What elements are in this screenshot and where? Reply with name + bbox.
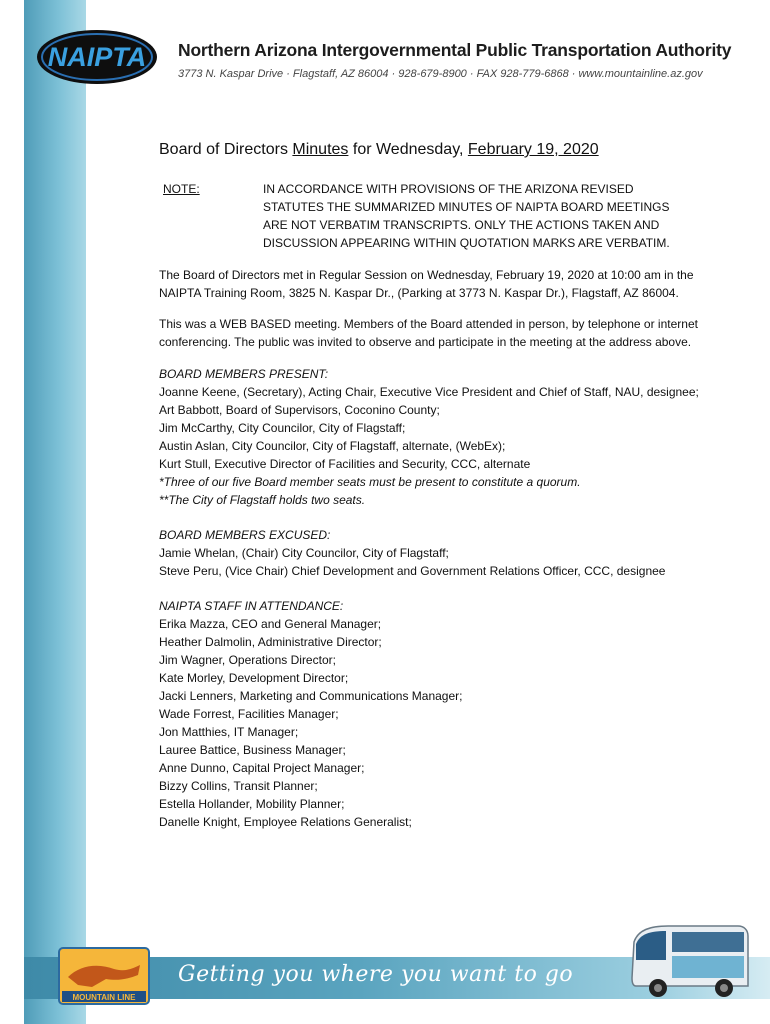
title-middle: for Wednesday, — [348, 141, 468, 158]
left-decorative-band — [24, 0, 86, 1024]
present-member: Jim McCarthy, City Councilor, City of Flagstaff; — [159, 421, 406, 435]
staff-member: Anne Dunno, Capital Project Manager; — [159, 761, 365, 775]
present-member: Kurt Stull, Executive Director of Facilities and Security, CCC, alternate — [159, 457, 531, 471]
web-paragraph: This was a WEB BASED meeting. Members of the Board attended in person, by telephone or internet conferencing. The public was invited to observe and participate in the meeting at the address above. — [159, 317, 698, 349]
quorum-footnote: *Three of our five Board member seats must be present to constitute a quorum. — [159, 475, 581, 489]
staff-member: Lauree Battice, Business Manager; — [159, 743, 346, 757]
staff-member: Wade Forrest, Facilities Manager; — [159, 707, 339, 721]
org-address: 3773 N. Kaspar Drive · Flagstaff, AZ 86004 · 928-679-8900 · FAX 928-779-6868 · www.mountainline.az.gov — [178, 68, 703, 80]
staff-member: Jon Matthies, IT Manager; — [159, 725, 299, 739]
excused-member: Jamie Whelan, (Chair) City Councilor, City of Flagstaff; — [159, 546, 449, 560]
naipta-logo — [36, 28, 158, 86]
staff-member: Jacki Lenners, Marketing and Communications Manager; — [159, 689, 463, 703]
staff-member: Kate Morley, Development Director; — [159, 671, 349, 685]
present-heading: BOARD MEMBERS PRESENT: — [159, 367, 329, 381]
present-member: Joanne Keene, (Secretary), Acting Chair, Executive Vice President and Chief of Staff, NAU, designee; — [159, 385, 699, 399]
seats-footnote: **The City of Flagstaff holds two seats. — [159, 493, 366, 507]
staff-section — [159, 597, 699, 831]
footer-logo-text: MOUNTAIN LINE — [72, 993, 136, 1002]
staff-member: Erika Mazza, CEO and General Manager; — [159, 617, 382, 631]
title-minutes: Minutes — [292, 141, 349, 158]
present-member: Art Babbott, Board of Supervisors, Coconino County; — [159, 403, 440, 417]
title-prefix: Board of Directors — [159, 141, 293, 158]
present-member: Austin Aslan, City Councilor, City of Flagstaff, alternate, (WebEx); — [159, 439, 506, 453]
staff-member: Bizzy Collins, Transit Planner; — [159, 779, 318, 793]
mountain-line-logo — [58, 947, 150, 1005]
staff-member: Danelle Knight, Employee Relations Generalist; — [159, 815, 412, 829]
note-text: IN ACCORDANCE WITH PROVISIONS OF THE ARIZONA REVISED STATUTES THE SUMMARIZED MINUTES OF NAIPTA BOARD MEETINGS ARE NOT VERBATIM TRANSCRIPTS. ONLY THE ACTIONS TAKEN AND DISCUSSION APPEARING WITHIN QUOTATION MARKS ARE VERBATIM. — [263, 182, 670, 250]
present-section — [159, 365, 699, 509]
staff-member: Jim Wagner, Operations Director; — [159, 653, 336, 667]
excused-heading: BOARD MEMBERS EXCUSED: — [159, 528, 331, 542]
note-block — [163, 180, 699, 252]
note-label: NOTE: — [163, 182, 200, 196]
staff-member: Estella Hollander, Mobility Planner; — [159, 797, 345, 811]
footer-tagline: Getting you where you want to go — [178, 962, 574, 987]
page-title — [159, 141, 699, 159]
org-name: Northern Arizona Intergovernmental Public Transportation Authority — [178, 40, 732, 60]
minutes-body — [159, 141, 699, 848]
excused-member: Steve Peru, (Vice Chair) Chief Development and Government Relations Officer, CCC, designee — [159, 564, 666, 578]
logo-text: NAIPTA — [47, 42, 147, 72]
title-date: February 19, 2020 — [467, 141, 599, 158]
staff-heading: NAIPTA STAFF IN ATTENDANCE: — [159, 599, 344, 613]
bus-icon — [628, 920, 750, 1002]
session-paragraph: The Board of Directors met in Regular Session on Wednesday, February 19, 2020 at 10:00 am in the NAIPTA Training Room, 3825 N. Kaspar Dr., (Parking at 3773 N. Kaspar Dr.), Flagstaff, AZ 86004. — [159, 268, 694, 300]
excused-section — [159, 526, 699, 580]
staff-member: Heather Dalmolin, Administrative Director; — [159, 635, 382, 649]
